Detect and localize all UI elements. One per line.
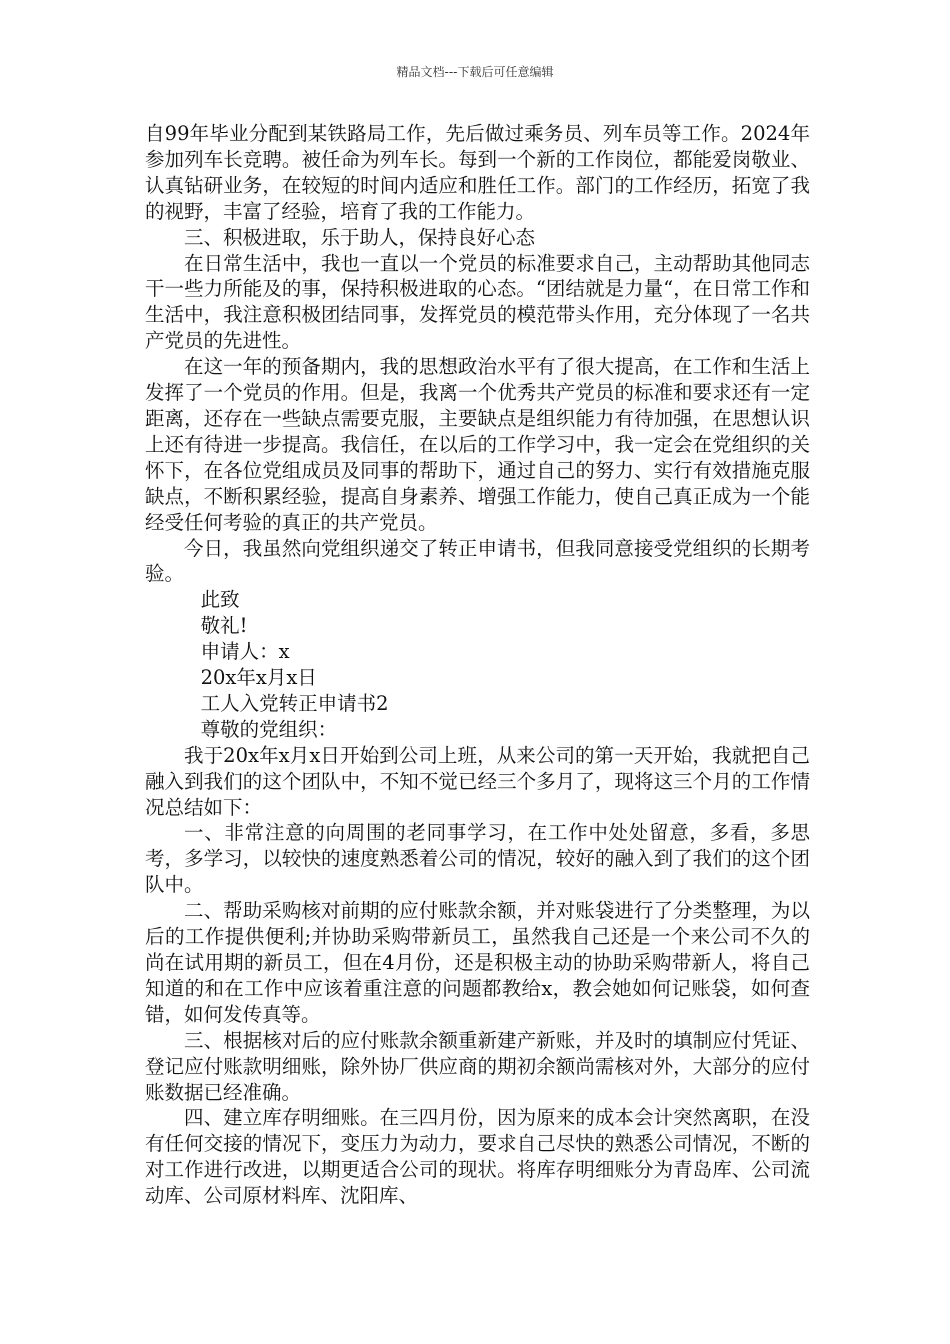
document-body bbox=[145, 121, 810, 1209]
applicant-line: 申请人：x bbox=[200, 640, 290, 664]
closing-regards: 敬礼! bbox=[200, 614, 248, 638]
document-title-2: 工人入党转正申请书2 bbox=[200, 691, 389, 715]
paragraph-application: 今日，我虽然向党组织递交了转正申请书，但我同意接受党组织的长期考验。 bbox=[145, 536, 810, 586]
paragraph-work-history: 自99年毕业分配到某铁路局工作，先后做过乘务员、列车员等工作。2024年参加列车长竞聘。被任命为列车长。每到一个新的工作岗位，都能爱岗敬业、认真钻研业务，在较短的时间内适应和胜任工作。部门的工作经历，拓宽了我的视野，丰富了经验，培育了我的工作能力。 bbox=[145, 122, 810, 223]
section-heading-3: 三、积极进取，乐于助人，保持良好心态 bbox=[184, 225, 536, 249]
paragraph-probation-summary: 在这一年的预备期内，我的思想政治水平有了很大提高，在工作和生活上发挥了一个党员的作用。但是，我离一个优秀共产党员的标准和要求还有一定距离，还存在一些缺点需要克服，主要缺点是组织能力有待加强，在思想认识上还有待进一步提高。我信任，在以后的工作学习中，我一定会在党组织的关怀下，在各位党组成员及同事的帮助下，通过自己的努力、实行有效措施克服缺点，不断积累经验，提高自身素养、增强工作能力，使自己真正成为一个能经受任何考验的真正的共产党员。 bbox=[145, 355, 810, 534]
paragraph-item-4: 四、建立库存明细账。在三四月份，因为原来的成本会计突然离职，在没有任何交接的情况下，变压力为动力，要求自己尽快的熟悉公司情况，不断的对工作进行改进，以期更适合公司的现状。将库存明细账分为青岛库、公司流动库、公司原材料库、沈阳库、 bbox=[145, 1106, 810, 1208]
closing-salutation: 此致 bbox=[200, 588, 240, 612]
paragraph-item-1: 一、非常注意的向周围的老同事学习，在工作中处处留意，多看，多思考，多学习，以较快的速度熟悉着公司的情况，较好的融入到了我们的这个团队中。 bbox=[145, 821, 810, 897]
date-line: 20x年x月x日 bbox=[200, 666, 317, 690]
paragraph-intro: 我于20x年x月x日开始到公司上班，从来公司的第一天开始，我就把自己融入到我们的这个团队中，不知不觉已经三个多月了，现将这三个月的工作情况总结如下： bbox=[145, 743, 810, 819]
paragraph-item-2: 二、帮助采购核对前期的应付账款余额，并对账袋进行了分类整理，为以后的工作提供便利;并协助采购带新员工，虽然我自己还是一个来公司不久的尚在试用期的新员工，但在4月份，还是积极主动的协助采购带新人，将自己知道的和在工作中应该着重注意的问题都教给x，教会她如何记账袋，如何查错，如何发传真等。 bbox=[145, 899, 810, 1026]
greeting-line: 尊敬的党组织： bbox=[200, 717, 338, 741]
paragraph-item-3: 三、根据核对后的应付账款余额重新建产新账，并及时的填制应付凭证、登记应付账款明细账，除外协厂供应商的期初余额尚需核对外，大部分的应付账数据已经准确。 bbox=[145, 1028, 810, 1104]
page-header: 精品文档---下载后可任意编辑 bbox=[396, 65, 554, 79]
paragraph-daily-life: 在日常生活中，我也一直以一个党员的标准要求自己，主动帮助其他同志干一些力所能及的事，保持积极进取的心态。“团结就是力量“，在日常工作和生活中，我注意积极团结同事，发挥党员的模范带头作用，充分体现了一名共产党员的先进性。 bbox=[145, 251, 810, 353]
